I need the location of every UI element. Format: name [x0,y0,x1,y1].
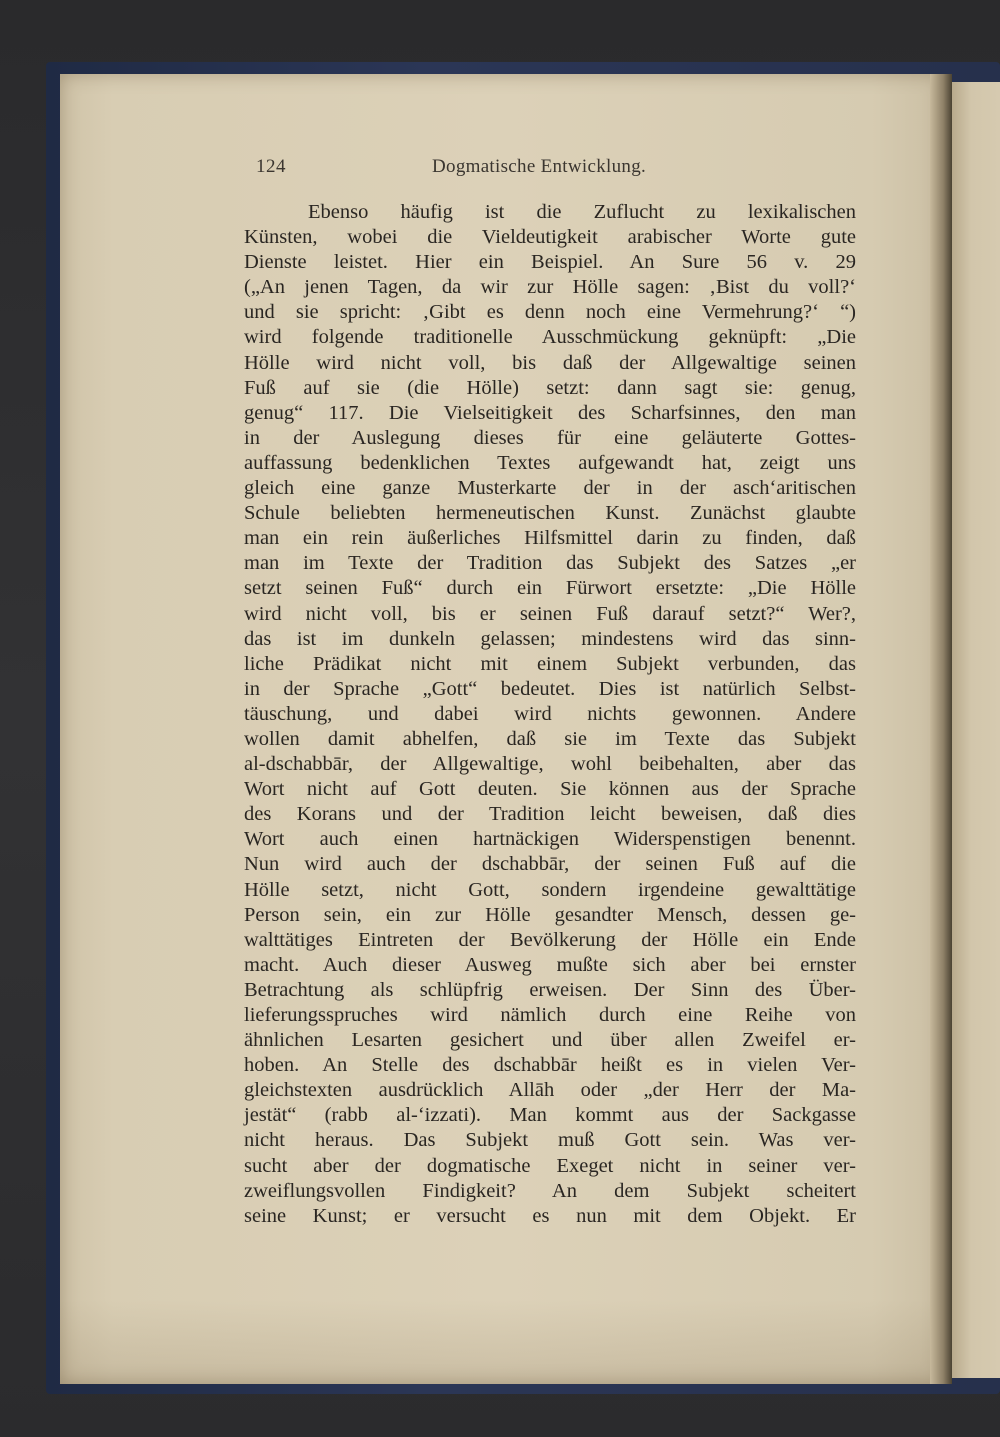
text-line: ähnlichen Lesarten gesichert und über allen Zweifel er- [244,1029,856,1052]
text-line: liche Prädikat nicht mit einem Subjekt verbunden, das [244,652,856,675]
text-line: („An jenen Tagen, da wir zur Hölle sagen: ‚Bist du voll?‘ [244,276,856,299]
text-line: jestät“ (rabb al-‘izzati). Man kommt aus der Sackgasse [244,1104,856,1127]
text-line: nicht heraus. Das Subjekt muß Gott sein. Was ver- [244,1129,856,1152]
page-edge-shading [60,1300,942,1384]
text-line: zweiflungsvollen Findigkeit? An dem Subjekt scheitert [244,1179,856,1202]
text-line: Wort auch einen hartnäckigen Widerspenstigen benennt. [244,828,856,851]
text-line: Betrachtung als schlüpfrig erweisen. Der Sinn des Über- [244,978,856,1001]
text-line: und sie spricht: ‚Gibt es denn noch eine Vermehrung?‘ “) [244,301,856,324]
text-line: hoben. An Stelle des dschabbār heißt es in vielen Ver- [244,1054,856,1077]
text-line: macht. Auch dieser Ausweg mußte sich aber bei ernster [244,953,856,976]
text-line: man im Texte der Tradition das Subjekt des Satzes „er [244,552,856,575]
text-line: täuschung, und dabei wird nichts gewonnen. Andere [244,702,856,725]
text-line: wird nicht voll, bis er seinen Fuß darauf setzt?“ Wer?, [244,602,856,625]
text-line: in der Sprache „Gott“ bedeutet. Dies ist natürlich Selbst- [244,677,856,700]
text-line: seine Kunst; er versucht es nun mit dem Objekt. Er [244,1204,856,1227]
text-line: Fuß auf sie (die Hölle) setzt: dann sagt sie: genug, [244,376,856,399]
text-line: gleichstexten ausdrücklich Allāh oder „der Herr der Ma- [244,1079,856,1102]
text-line: walttätiges Eintreten der Bevölkerung der Hölle ein Ende [244,928,856,951]
text-line: Schule beliebten hermeneutischen Kunst. Zunächst glaubte [244,502,856,525]
text-line: man ein rein äußerliches Hilfsmittel darin zu finden, daß [244,527,856,550]
text-line: gleich eine ganze Musterkarte der in der asch‘aritischen [244,477,856,500]
text-line: Dienste leistet. Hier ein Beispiel. An Sure 56 v. 29 [244,251,856,274]
facing-page-edge [952,82,1000,1378]
text-line: setzt seinen Fuß“ durch ein Fürwort ersetzte: „Die Hölle [244,577,856,600]
text-line: in der Auslegung dieses für eine geläuterte Gottes- [244,426,856,449]
body-text [244,200,856,1229]
text-line: Hölle wird nicht voll, bis daß der Allgewaltige seinen [244,351,856,374]
text-line: Ebenso häufig ist die Zuflucht zu lexikalischen [308,201,856,223]
text-line: Wort nicht auf Gott deuten. Sie können aus der Sprache [244,778,856,801]
text-line: das ist im dunkeln gelassen; mindestens wird das sinn- [244,627,856,650]
text-line: Künsten, wobei die Vieldeutigkeit arabischer Worte gute [244,226,856,249]
text-line: genug“ 117. Die Vielseitigkeit des Scharfsinnes, den man [244,401,856,424]
running-head: Dogmatische Entwicklung. [432,156,647,177]
text-line: Hölle setzt, nicht Gott, sondern irgendeine gewalttätige [244,878,856,901]
text-line: sucht aber der dogmatische Exeget nicht in seiner ver- [244,1154,856,1177]
text-line: Person sein, ein zur Hölle gesandter Mensch, dessen ge- [244,903,856,926]
text-line: auffassung bedenklichen Textes aufgewandt hat, zeigt uns [244,451,856,474]
text-line: des Korans und der Tradition leicht beweisen, daß dies [244,803,856,826]
text-line: wollen damit abhelfen, daß sie im Texte das Subjekt [244,727,856,750]
text-line: Nun wird auch der dschabbār, der seinen Fuß auf die [244,853,856,876]
page-number: 124 [256,156,286,177]
page-header [256,156,868,184]
book-gutter [930,74,952,1384]
text-line: al-dschabbār, der Allgewaltige, wohl beibehalten, aber das [244,753,856,776]
text-line: wird folgende traditionelle Ausschmückung geknüpft: „Die [244,326,856,349]
text-line: lieferungsspruches wird nämlich durch eine Reihe von [244,1004,856,1026]
